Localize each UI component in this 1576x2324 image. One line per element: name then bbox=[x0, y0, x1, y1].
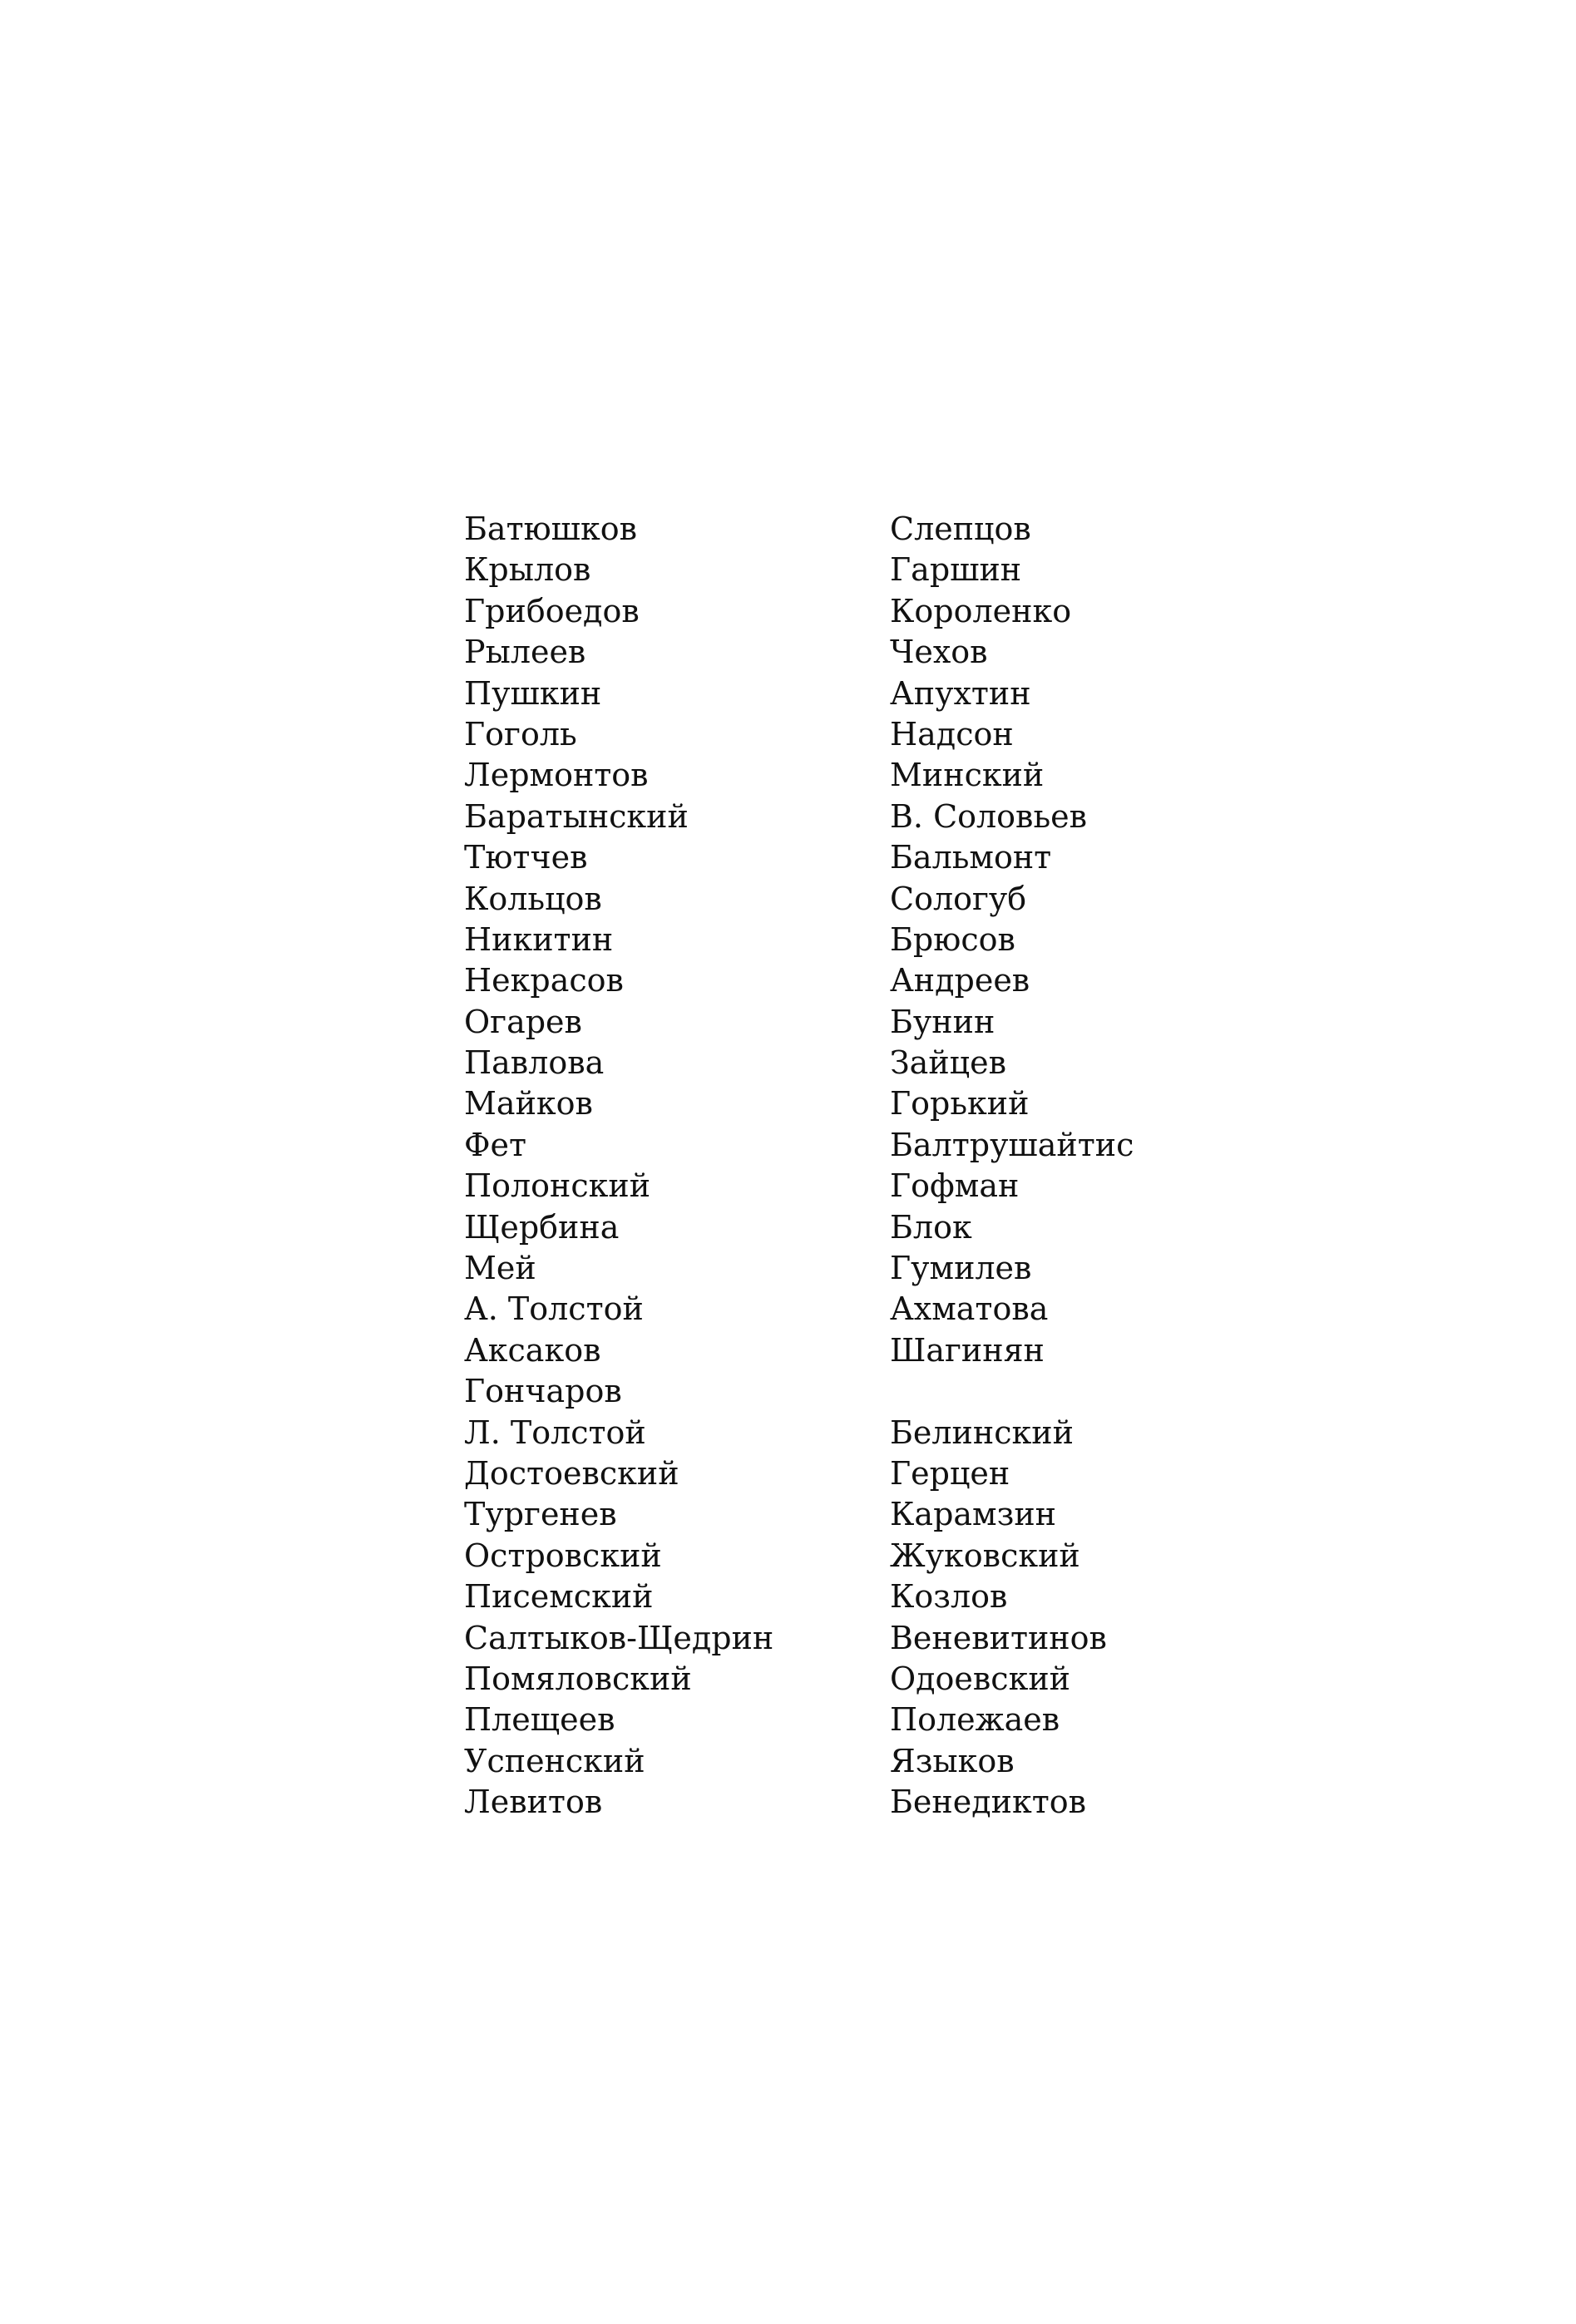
author-name: Аксаков bbox=[464, 1331, 601, 1369]
author-name: Полонский bbox=[464, 1167, 651, 1205]
author-name: Лермонтов bbox=[464, 757, 649, 794]
author-name: Минский bbox=[890, 757, 1045, 794]
author-name: Горький bbox=[890, 1085, 1030, 1123]
author-name: Майков bbox=[464, 1085, 593, 1123]
author-name: Апухтин bbox=[890, 674, 1031, 712]
author-name: Блок bbox=[890, 1208, 972, 1246]
author-name: Салтыков-Щедрин bbox=[464, 1619, 774, 1656]
author-name: Помяловский bbox=[464, 1660, 692, 1697]
author-name: Бенедиктов bbox=[890, 1784, 1086, 1821]
author-name: Никитин bbox=[464, 920, 614, 958]
author-name: Короленко bbox=[890, 592, 1072, 629]
author-name: Герцен bbox=[890, 1454, 1010, 1492]
author-name: Бунин bbox=[890, 1003, 995, 1040]
author-name: Козлов bbox=[890, 1578, 1008, 1616]
author-name: Андреев bbox=[890, 962, 1030, 999]
group-spacer bbox=[890, 1371, 1134, 1412]
author-name: Мей bbox=[464, 1250, 536, 1287]
author-name: Бальмонт bbox=[890, 839, 1052, 876]
author-name: Тютчев bbox=[464, 839, 588, 876]
author-name: Шагинян bbox=[890, 1331, 1045, 1369]
author-name: Плещеев bbox=[464, 1701, 615, 1739]
author-name: Надсон bbox=[890, 715, 1014, 752]
author-name: Языков bbox=[890, 1742, 1015, 1779]
author-list-right bbox=[890, 509, 1134, 1823]
author-name: Гоголь bbox=[464, 715, 577, 752]
author-name: Баратынский bbox=[464, 797, 689, 835]
author-name: Достоевский bbox=[464, 1454, 679, 1492]
author-name: Писемский bbox=[464, 1578, 654, 1616]
author-name: Пушкин bbox=[464, 674, 602, 712]
author-name: Веневитинов bbox=[890, 1619, 1107, 1656]
author-name: Ахматова bbox=[890, 1290, 1049, 1328]
author-name: Гумилев bbox=[890, 1250, 1032, 1287]
author-name: Кольцов bbox=[464, 880, 602, 917]
author-name: Слепцов bbox=[890, 511, 1031, 547]
author-name: Гончаров bbox=[464, 1373, 622, 1410]
author-name: Карамзин bbox=[890, 1496, 1056, 1533]
author-name: Чехов bbox=[890, 634, 988, 671]
author-name: В. Соловьев bbox=[890, 797, 1088, 835]
author-name: Полежаев bbox=[890, 1701, 1060, 1739]
author-name: Некрасов bbox=[464, 962, 624, 999]
author-name: Гаршин bbox=[890, 551, 1022, 589]
author-name: Белинский bbox=[890, 1414, 1074, 1451]
author-name: Гофман bbox=[890, 1167, 1020, 1205]
author-name: Брюсов bbox=[890, 920, 1015, 958]
author-name: Щербина bbox=[464, 1208, 620, 1246]
author-name: Зайцев bbox=[890, 1044, 1006, 1082]
author-name: Огарев bbox=[464, 1003, 582, 1040]
author-name: Фет bbox=[464, 1126, 527, 1163]
author-name: Грибоедов bbox=[464, 592, 640, 629]
author-name: Левитов bbox=[464, 1784, 603, 1821]
author-name: Жуковский bbox=[890, 1537, 1080, 1574]
author-name: А. Толстой bbox=[464, 1290, 644, 1328]
author-name: Успенский bbox=[464, 1742, 645, 1779]
author-name: Л. Толстой bbox=[464, 1414, 646, 1451]
author-list-left bbox=[464, 509, 773, 1823]
author-name: Балтрушайтис bbox=[890, 1126, 1134, 1163]
author-name: Крылов bbox=[464, 551, 591, 589]
author-name: Одоевский bbox=[890, 1660, 1070, 1697]
author-name: Сологуб bbox=[890, 880, 1027, 917]
author-name: Тургенев bbox=[464, 1496, 617, 1533]
author-name: Островский bbox=[464, 1537, 662, 1574]
author-name: Рылеев bbox=[464, 634, 586, 671]
author-name: Батюшков bbox=[464, 511, 638, 547]
author-name: Павлова bbox=[464, 1044, 605, 1082]
